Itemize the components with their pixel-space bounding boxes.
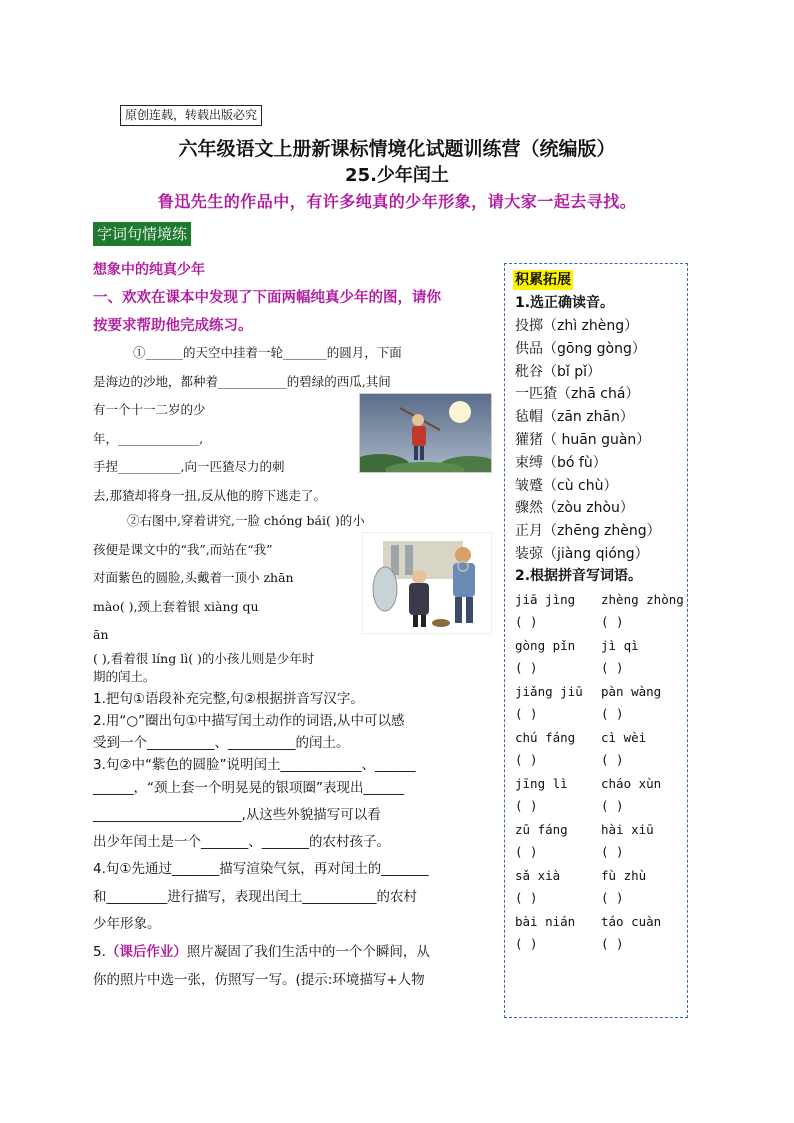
task-2-line: 受到一个__________、__________的闰土。 [93, 735, 350, 751]
reading-item: 毡帽（zān zhān） [515, 409, 634, 426]
passage-line: 去,那猹却将身一扭,反从他的胯下逃走了。 [93, 488, 326, 503]
pinyin-prompt: jīng lì [515, 776, 568, 791]
answer-blank[interactable]: ( ) [515, 660, 538, 675]
passage-line: ①______的天空中挂着一轮_______的圆月，下面 [133, 345, 402, 360]
passage-line: ( ),看着很 líng lì( )的小孩儿则是少年时 [93, 651, 315, 666]
passage-line: 手捏__________,向一匹猹尽力的刺 [93, 459, 285, 474]
answer-blank[interactable]: ( ) [601, 706, 624, 721]
passage-line: 孩便是课文中的“我”,而站在“我” [93, 542, 273, 557]
reading-item: 束缚（bó fù） [515, 454, 607, 471]
reading-item: 一匹猹（zhā chá） [515, 386, 640, 403]
reading-item: 骤然（zòu zhòu） [515, 500, 634, 517]
pinyin-prompt: zū fáng [515, 822, 568, 837]
sidebox-question-1: 1.选正确读音。 [515, 295, 615, 311]
answer-blank[interactable]: ( ) [601, 614, 624, 629]
lesson-title: 25.少年闰土 [345, 165, 449, 186]
answer-blank[interactable]: ( ) [515, 706, 538, 721]
sub-heading: 想象中的纯真少年 [93, 262, 205, 278]
passage-line: 年，_____________, [93, 431, 204, 446]
answer-blank[interactable]: ( ) [601, 890, 624, 905]
answer-blank[interactable]: ( ) [601, 660, 624, 675]
pinyin-prompt: táo cuàn [601, 914, 662, 929]
pinyin-prompt: fù zhù [601, 868, 647, 883]
task-4-line: 和_________进行描写，表现出闰土___________的农村 [93, 889, 417, 905]
task-3-line: 出少年闰土是一个_______、_______的农村孩子。 [93, 834, 390, 850]
passage-line: 对面紫色的圆脸,头戴着一顶小 zhān [93, 570, 294, 585]
reading-item: 獾猪（ huān guàn） [515, 432, 651, 448]
passage-line: 有一个十一二岁的少 [93, 402, 206, 417]
question-1-line-2: 按要求帮助他完成练习。 [93, 318, 253, 334]
reading-item: 秕谷（bǐ pǐ） [515, 363, 602, 380]
intro-line: 鲁迅先生的作品中，有许多纯真的少年形象，请大家一起去寻找。 [157, 192, 637, 211]
answer-blank[interactable]: ( ) [515, 614, 538, 629]
runtu-night-illustration [359, 393, 492, 473]
task-3-line: 3.句②中“紫色的圆脸”说明闰土____________、______ [93, 757, 416, 773]
passage-line: 期的闰土。 [93, 669, 156, 684]
reading-item: 装弶（jiàng qióng） [515, 546, 649, 562]
answer-blank[interactable]: ( ) [515, 844, 538, 859]
reading-item: 正月（zhēng zhèng） [515, 523, 661, 540]
pinyin-prompt: chú fáng [515, 730, 576, 745]
answer-blank[interactable]: ( ) [515, 752, 538, 767]
task-5-text: 照片凝固了我们生活中的一个个瞬间，从 [186, 944, 430, 960]
task-5-line: 你的照片中选一张，仿照写一写。(提示:环境描写+人物 [93, 972, 425, 988]
answer-blank[interactable]: ( ) [515, 798, 538, 813]
pinyin-prompt: hài xiū [601, 822, 654, 837]
pinyin-prompt: jiǎng jiū [515, 684, 583, 699]
pinyin-prompt: cháo xùn [601, 776, 662, 791]
reading-item: 皱蹙（cù chù） [515, 477, 618, 494]
pinyin-prompt: jiā jìng [515, 592, 576, 607]
passage-line: 是海边的沙地，都种着___________的碧绿的西瓜,其间 [93, 374, 391, 389]
homework-tag: （课后作业） [105, 944, 187, 960]
pinyin-prompt: sǎ xià [515, 868, 561, 883]
runtu-meeting-illustration [362, 532, 492, 634]
answer-blank[interactable]: ( ) [515, 936, 538, 951]
task-1: 1.把句①语段补充完整,句②根据拼音写汉字。 [93, 691, 364, 707]
copyright-notice: 原创连载，转载出版必究 [120, 105, 262, 126]
reading-item: 投掷（zhì zhèng） [515, 318, 639, 334]
reading-item: 供品（gōng gòng） [515, 340, 646, 357]
answer-blank[interactable]: ( ) [601, 936, 624, 951]
accumulation-box [504, 263, 688, 1018]
task-4-line: 少年形象。 [93, 916, 161, 932]
answer-blank[interactable]: ( ) [601, 752, 624, 767]
passage-line: mào( ),颈上套着银 xiàng qu [93, 599, 259, 614]
answer-blank[interactable]: ( ) [601, 798, 624, 813]
pinyin-prompt: jì qì [601, 638, 639, 653]
passage-line: ②右图中,穿着讲究,一脸 chóng bái( )的小 [127, 513, 365, 528]
pinyin-prompt: pàn wàng [601, 684, 662, 699]
page-title: 六年级语文上册新课标情境化试题训练营（统编版） [178, 138, 616, 160]
pinyin-prompt: gòng pǐn [515, 638, 576, 653]
answer-blank[interactable]: ( ) [515, 890, 538, 905]
task-5-line-1 [93, 942, 430, 962]
task-2-line: 2.用“○”圈出句①中描写闰土动作的词语,从中可以感 [93, 713, 405, 729]
sidebox-question-2: 2.根据拼音写词语。 [515, 568, 643, 584]
pinyin-prompt: cì wèi [601, 730, 647, 745]
task-3-line: ______________________,从这些外貌描写可以看 [93, 807, 381, 823]
task-3-line: ______，“颈上套一个明晃晃的银项圈”表现出______ [93, 780, 404, 796]
section-tag: 字词句情境练 [93, 222, 191, 246]
answer-blank[interactable]: ( ) [601, 844, 624, 859]
task-4-line: 4.句①先通过_______描写渲染气氛，再对闰土的_______ [93, 861, 429, 877]
accumulation-tag: 积累拓展 [515, 272, 571, 288]
pinyin-prompt: zhèng zhòng [601, 592, 684, 607]
question-1-line-1: 一、欢欢在课本中发现了下面两幅纯真少年的图，请你 [93, 290, 441, 306]
task-5-number: 5. [93, 944, 106, 960]
pinyin-prompt: bài nián [515, 914, 576, 929]
passage-line: ān [93, 627, 109, 642]
